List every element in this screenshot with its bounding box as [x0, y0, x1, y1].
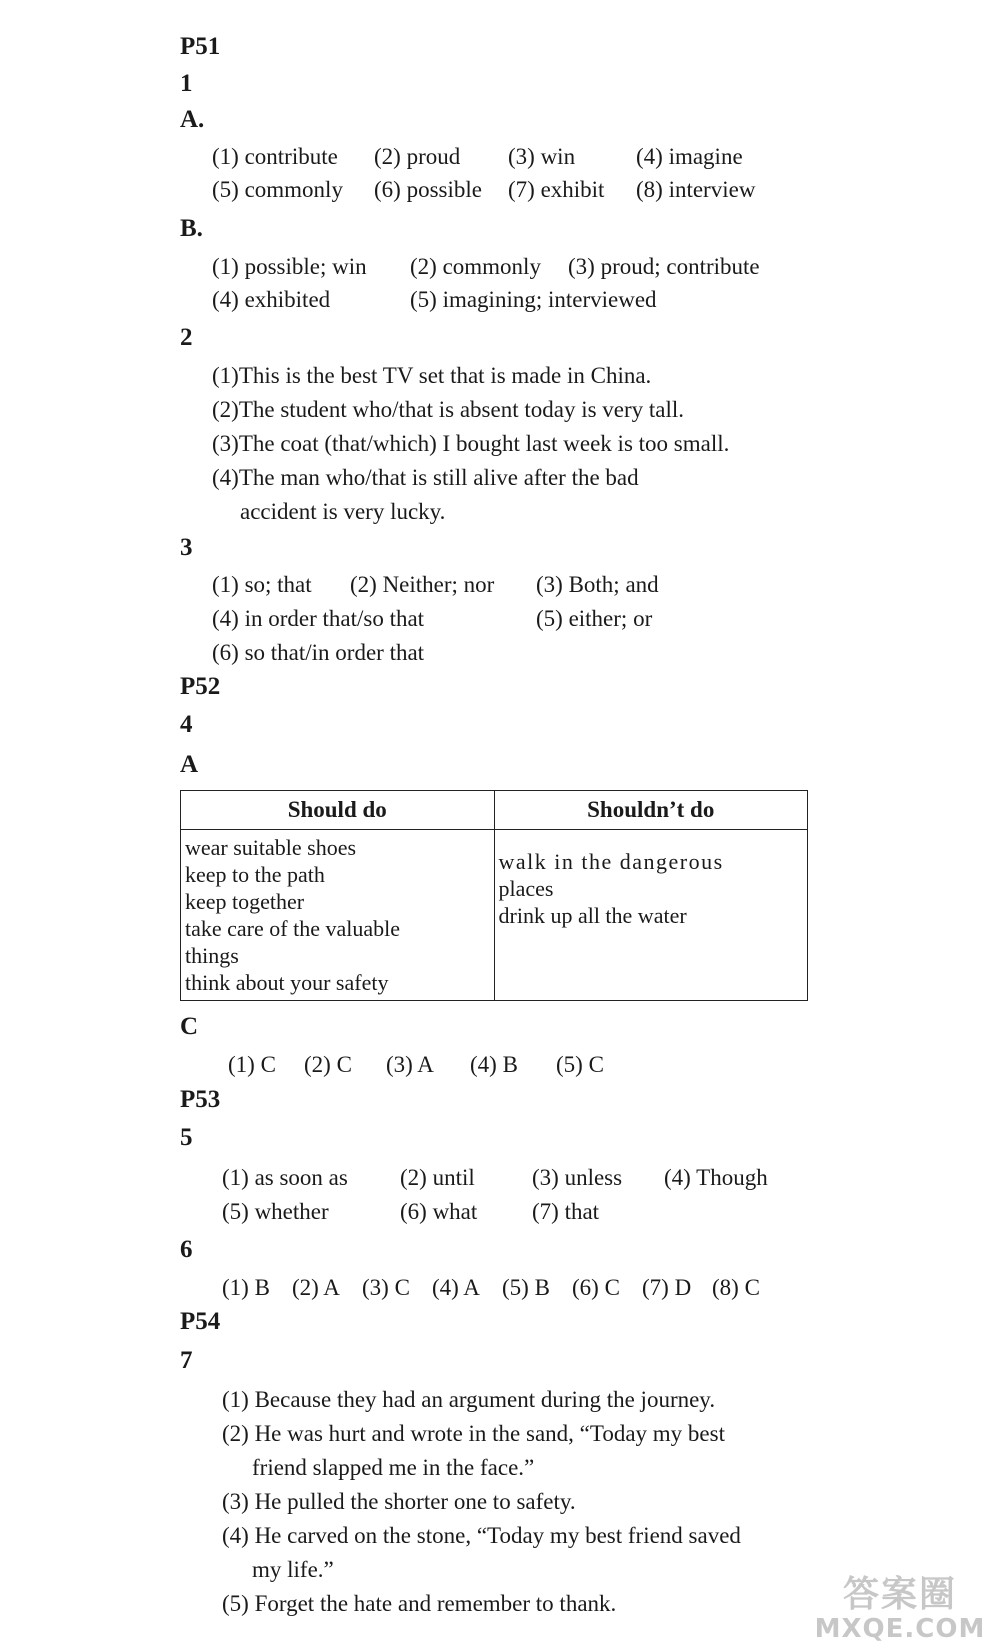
answer-item: (2) proud [374, 144, 461, 169]
question-number-7: 7 [180, 1347, 193, 1374]
answer-item: (6) what [400, 1199, 478, 1224]
answer-item: (1) so; that [212, 572, 312, 597]
answer-item: (3) C [362, 1275, 410, 1300]
answer-item: (4) A [432, 1275, 480, 1300]
answer-item: (1) C [228, 1052, 276, 1077]
q7-answer-line: (1) Because they had an argument during the journey. [222, 1387, 716, 1412]
q7-answer-line: (3) He pulled the shorter one to safety. [222, 1489, 576, 1514]
answer-item: (7) exhibit [508, 177, 605, 202]
q1-b-answers [212, 252, 828, 315]
list-item: places [498, 876, 554, 901]
answer-item: (6) possible [374, 177, 482, 202]
answer-item: (7) D [642, 1275, 692, 1300]
answer-item: (4) in order that/so that [212, 606, 425, 631]
answer-item: (4) Though [664, 1165, 768, 1190]
answer-item: (3) win [508, 144, 576, 169]
answer-item: (2) C [304, 1052, 352, 1077]
list-item: keep to the path [185, 862, 325, 887]
q2-answer-line: (1)This is the best TV set that is made in China. [212, 363, 652, 388]
question-number-3: 3 [180, 534, 193, 561]
q6-answers [222, 1273, 782, 1303]
question-number-2: 2 [180, 324, 193, 351]
answer-item: (4) exhibited [212, 287, 331, 312]
answer-item: (5) commonly [212, 177, 343, 202]
answer-item: (2) Neither; nor [350, 572, 495, 597]
q4-c-answers [228, 1050, 636, 1080]
list-item: things [185, 943, 239, 968]
q2-answer-line: accident is very lucky. [240, 499, 446, 524]
answer-item: (8) C [712, 1275, 760, 1300]
page-label-p54: P54 [180, 1308, 221, 1335]
list-item: drink up all the water [498, 903, 687, 928]
question-number-1: 1 [180, 70, 193, 97]
list-item: take care of the valuable [185, 916, 400, 941]
answer-item: (4) B [470, 1052, 518, 1077]
answer-item: (5) B [502, 1275, 550, 1300]
answer-item: (3) A [386, 1052, 434, 1077]
q5-answers [222, 1163, 824, 1227]
shouldnt-do-cell [494, 830, 808, 1001]
section-label-c: C [180, 1013, 199, 1040]
answer-item: (1) contribute [212, 144, 338, 169]
answer-item: (5) C [556, 1052, 604, 1077]
q7-answer-line: (2) He was hurt and wrote in the sand, “Today my best [222, 1421, 725, 1446]
answer-item: (3) Both; and [536, 572, 659, 597]
q2-answer-line: (2)The student who/that is absent today is very tall. [212, 397, 685, 422]
section-label-b: B. [180, 215, 203, 242]
table-header-row [181, 791, 808, 830]
q7-answer-line: (4) He carved on the stone, “Today my best friend saved [222, 1523, 741, 1548]
answer-item: (6) C [572, 1275, 620, 1300]
question-number-4: 4 [180, 711, 193, 738]
q2-answer-line: (3)The coat (that/which) I bought last week is too small. [212, 431, 730, 456]
answer-item: (4) imagine [636, 144, 743, 169]
question-number-6: 6 [180, 1236, 193, 1263]
answer-item: (3) unless [532, 1165, 623, 1190]
list-item: think about your safety [185, 970, 389, 995]
list-item: wear suitable shoes [185, 835, 357, 860]
should-shouldnt-table [180, 790, 808, 1001]
page-label-p53: P53 [180, 1086, 221, 1113]
answer-item: (2) A [292, 1275, 340, 1300]
page-label-p51: P51 [180, 33, 221, 60]
column-header-shouldnt: Shouldn’t do [494, 791, 808, 830]
section-label-a: A. [180, 106, 205, 133]
column-header-should: Should do [181, 791, 495, 830]
answer-item: (2) commonly [410, 254, 541, 279]
answer-item: (5) either; or [536, 606, 653, 631]
answer-item: (1) B [222, 1275, 270, 1300]
q1-a-answers [212, 142, 816, 205]
answer-item: (6) so that/in order that [212, 640, 425, 665]
table-row [181, 830, 808, 1001]
list-item: walk in the dangerous [498, 849, 724, 874]
list-item: keep together [185, 889, 305, 914]
answer-item: (1) possible; win [212, 254, 367, 279]
answer-item: (2) until [400, 1165, 475, 1190]
should-do-cell [181, 830, 495, 1001]
answer-item: (3) proud; contribute [568, 254, 760, 279]
watermark-logo [810, 1575, 990, 1643]
answer-item: (7) that [532, 1199, 600, 1224]
answer-item: (1) as soon as [222, 1165, 348, 1190]
section-label-a: A [180, 751, 199, 778]
q7-answer-line: friend slapped me in the face.” [252, 1455, 535, 1480]
watermark-site: MXQE.COM [814, 1614, 986, 1644]
answer-item: (5) whether [222, 1199, 329, 1224]
q7-answer-line: my life.” [252, 1557, 334, 1582]
page-label-p52: P52 [180, 673, 221, 700]
watermark-logo-text: 答案圈 [842, 1574, 957, 1615]
q3-answers [212, 570, 736, 668]
answer-item: (5) imagining; interviewed [410, 287, 657, 312]
q7-answer-line: (5) Forget the hate and remember to thank. [222, 1591, 617, 1616]
q2-answer-line: (4)The man who/that is still alive after the bad [212, 465, 639, 490]
question-number-5: 5 [180, 1124, 193, 1151]
answer-item: (8) interview [636, 177, 756, 202]
